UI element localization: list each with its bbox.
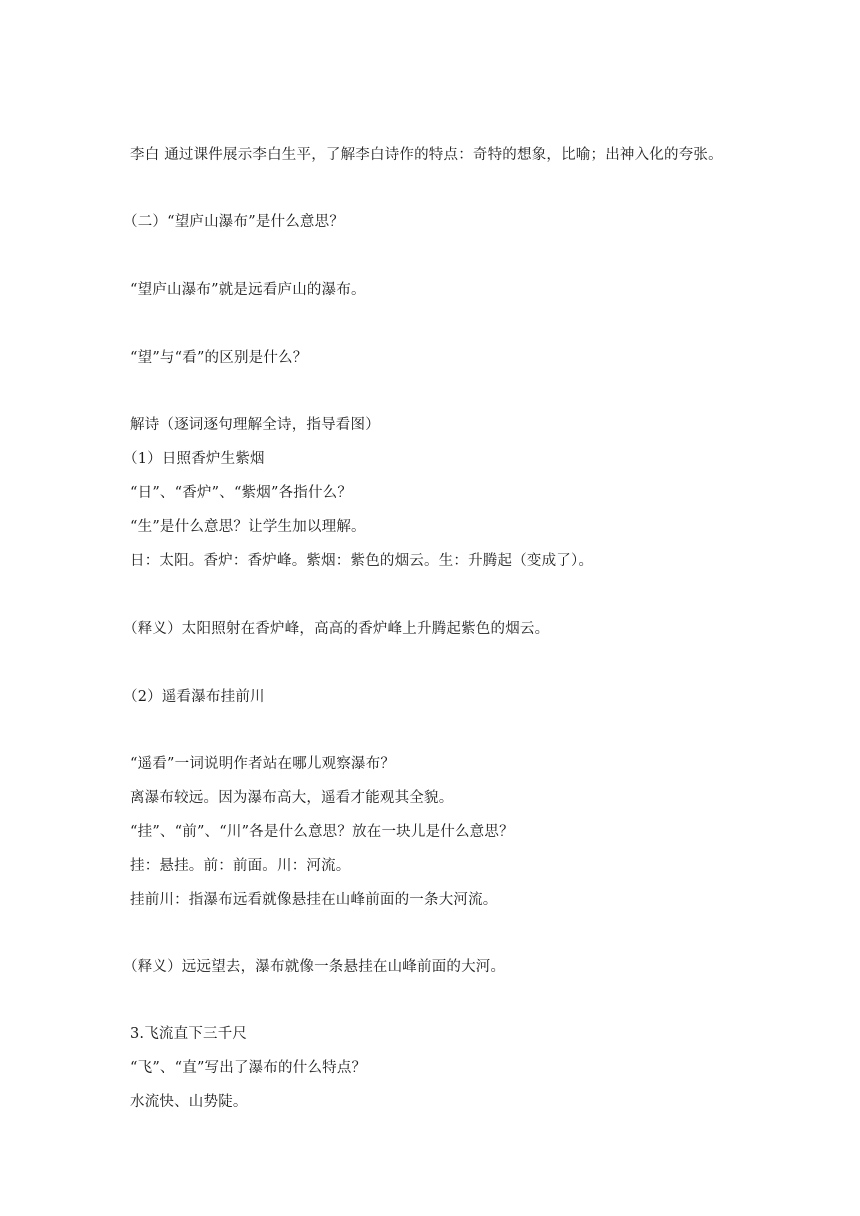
heading-section-two: （二）“望庐山瀑布”是什么意思？ [123, 214, 345, 230]
poem-line-three: 3.飞流直下三千尺 [130, 1026, 248, 1042]
answer-line-two-words: 挂：悬挂。前：前面。川：河流。 [130, 858, 351, 874]
answer-gua-qian-chuan: 挂前川：指瀑布远看就像悬挂在山峰前面的一条大河流。 [130, 892, 498, 908]
question-sheng-meaning: “生”是什么意思？让学生加以理解。 [130, 519, 366, 535]
poem-line-one: （1）日照香炉生紫烟 [123, 451, 265, 467]
question-fei-zhi: “飞”、“直”写出了瀑布的什么特点？ [130, 1060, 367, 1076]
answer-yao-kan: 离瀑布较远。因为瀑布高大，遥看才能观其全貌。 [130, 790, 454, 806]
interpretation-line-one: （释义）太阳照射在香炉峰，高高的香炉峰上升腾起紫色的烟云。 [123, 621, 550, 637]
heading-explain-poem: 解诗（逐词逐句理解全诗，指导看图） [130, 417, 380, 433]
question-line-one-words: “日”、“香炉”、“紫烟”各指什么？ [130, 485, 353, 501]
answer-line-one-words: 日：太阳。香炉：香炉峰。紫烟：紫色的烟云。生：升腾起（变成了）。 [130, 553, 594, 569]
question-wang-vs-kan: “望”与“看”的区别是什么？ [130, 350, 308, 366]
text-line-title-meaning: “望庐山瀑布”就是远看庐山的瀑布。 [130, 282, 366, 298]
question-yao-kan: “遥看”一词说明作者站在哪儿观察瀑布？ [130, 756, 396, 772]
interpretation-line-two: （释义）远远望去，瀑布就像一条悬挂在山峰前面的大河。 [123, 959, 506, 975]
question-line-two-words: “挂”、“前”、“川”各是什么意思？放在一块儿是什么意思？ [130, 824, 514, 840]
poem-line-two: （2）遥看瀑布挂前川 [123, 689, 265, 705]
answer-fei-zhi: 水流快、山势陡。 [130, 1094, 248, 1110]
text-line-intro-li-bai: 李白 通过课件展示李白生平，了解李白诗作的特点：奇特的想象，比喻；出神入化的夸张。 [130, 147, 723, 163]
